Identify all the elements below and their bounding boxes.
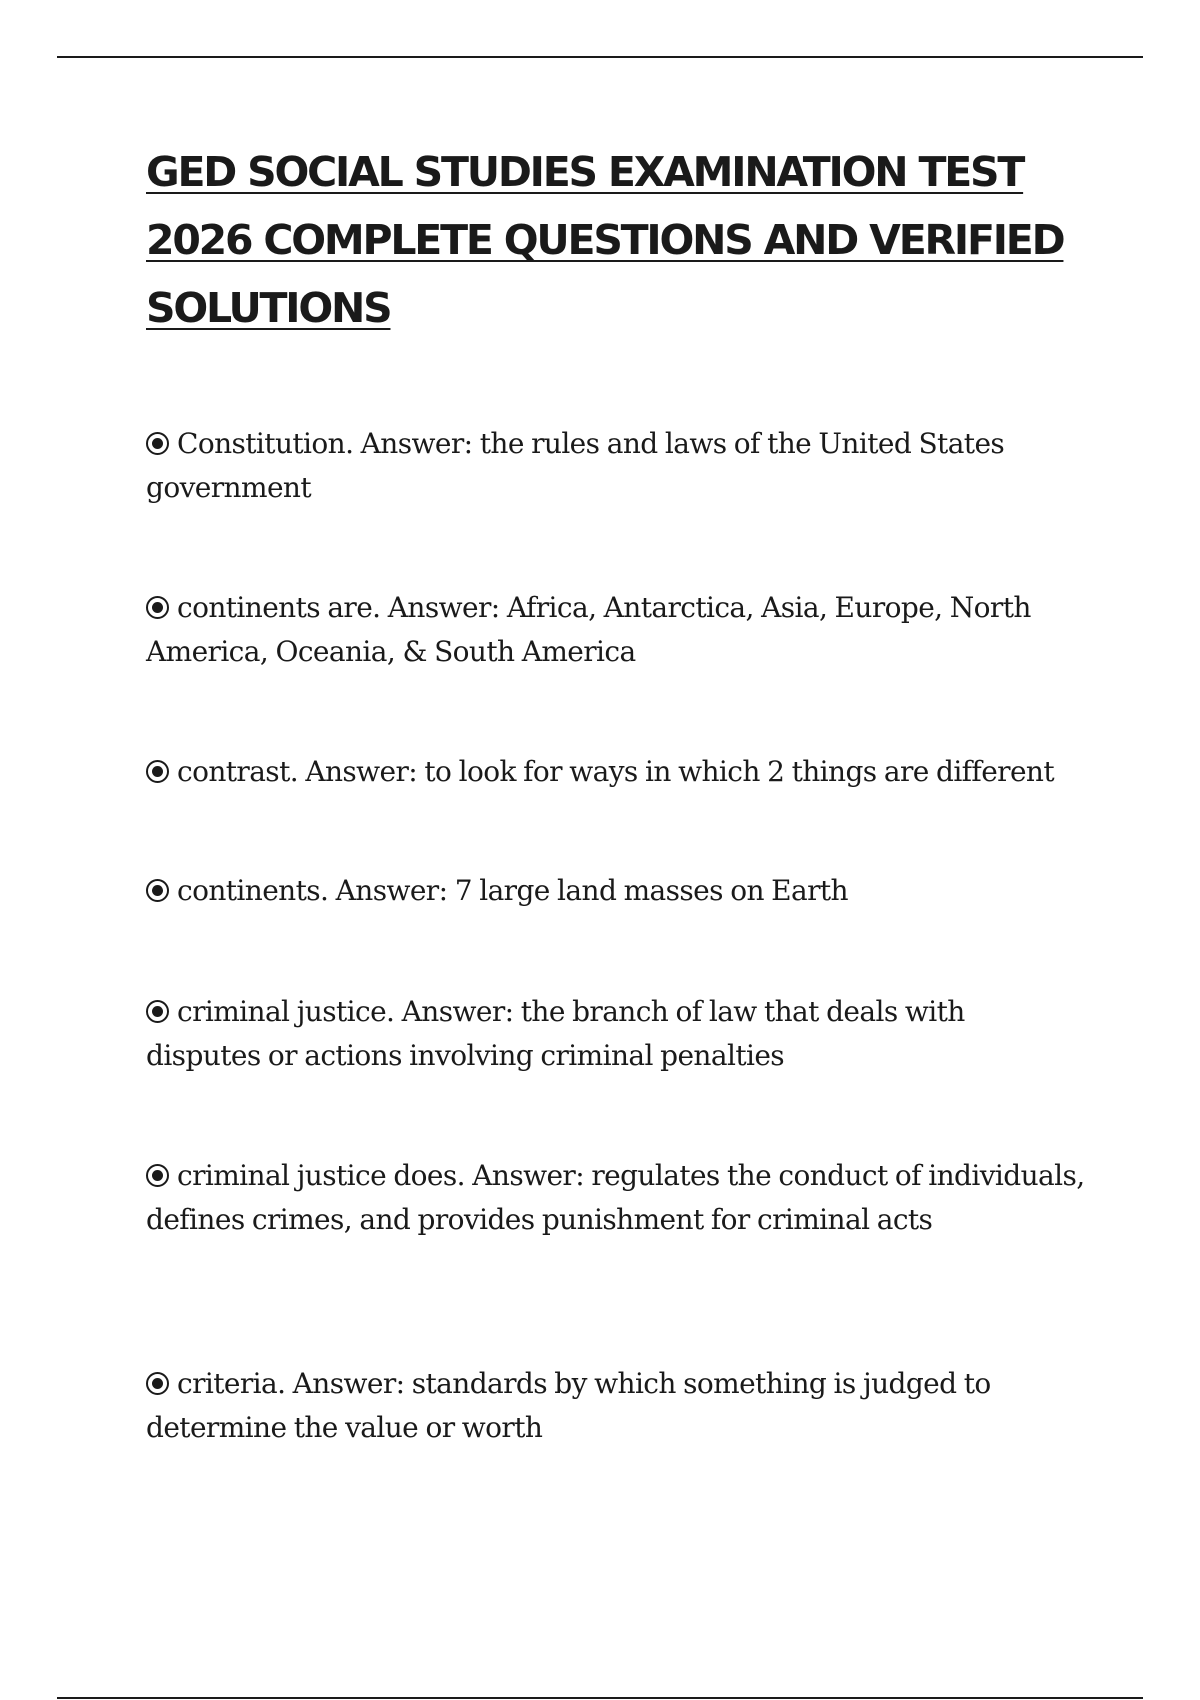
list-item <box>146 1362 1086 1450</box>
top-divider <box>57 56 1143 58</box>
list-item-text: continents. Answer: 7 large land masses on Earth <box>177 874 848 907</box>
list-item-text: criminal justice does. Answer: regulates the conduct of individuals, defines crimes, and provides punishment for criminal acts <box>146 1159 1085 1236</box>
fisheye-bullet-icon <box>146 879 169 902</box>
list-item-text: continents are. Answer: Africa, Antarctica, Asia, Europe, North America, Oceania, & South America <box>146 591 1031 668</box>
bottom-divider <box>57 1697 1143 1699</box>
list-item-text: contrast. Answer: to look for ways in which 2 things are different <box>177 755 1055 788</box>
fisheye-bullet-icon <box>146 1372 169 1395</box>
fisheye-bullet-icon <box>146 1000 169 1023</box>
list-item <box>146 586 1086 674</box>
fisheye-bullet-icon <box>146 1164 169 1187</box>
fisheye-bullet-icon <box>146 432 169 455</box>
list-item <box>146 1154 1086 1242</box>
list-item-text: Constitution. Answer: the rules and laws of the United States government <box>146 427 1005 504</box>
fisheye-bullet-icon <box>146 760 169 783</box>
list-item <box>146 750 1086 794</box>
list-item-text: criminal justice. Answer: the branch of law that deals with disputes or actions involving criminal penalties <box>146 995 965 1072</box>
document-title: GED SOCIAL STUDIES EXAMINATION TEST 2026 COMPLETE QUESTIONS AND VERIFIED SOLUTIONS <box>146 148 1064 332</box>
list-item-text: criteria. Answer: standards by which something is judged to determine the value or worth <box>146 1367 991 1444</box>
list-item <box>146 869 1086 913</box>
fisheye-bullet-icon <box>146 596 169 619</box>
list-item <box>146 990 1086 1078</box>
list-item <box>146 422 1086 510</box>
